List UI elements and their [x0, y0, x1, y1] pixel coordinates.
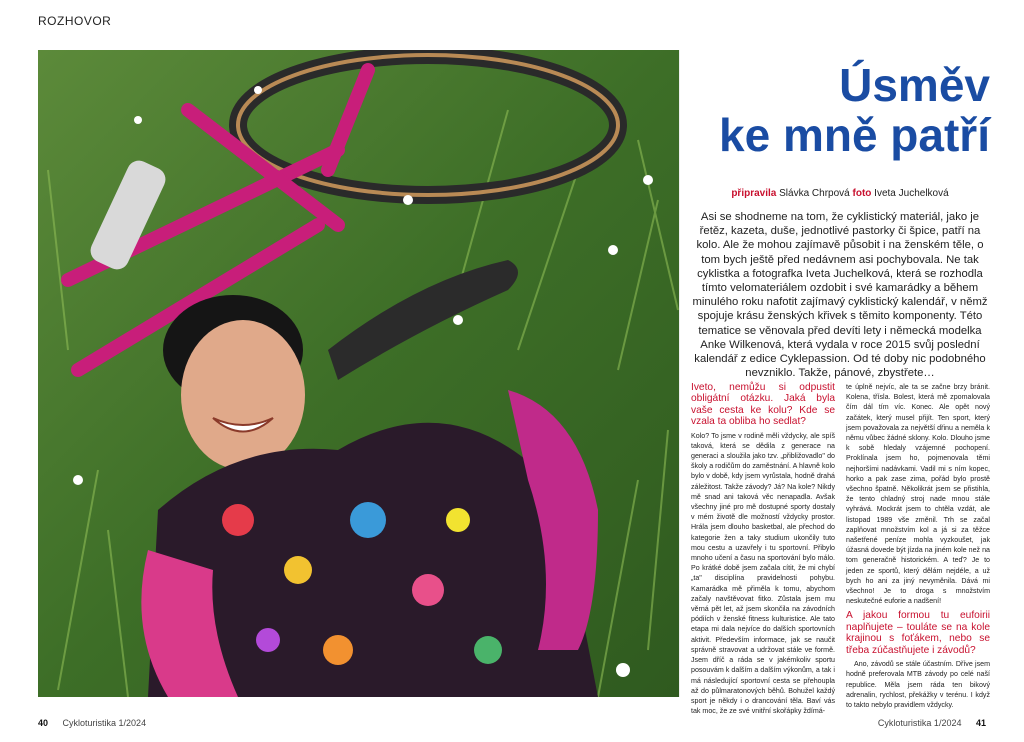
footer-left [38, 718, 146, 728]
section-label: ROZHOVOR [38, 14, 112, 28]
magazine-issue-left: Cykloturistika 1/2024 [62, 718, 147, 728]
credit-prep-label: připravila [731, 188, 777, 199]
credit-prep-name: Slávka Chrpová [779, 188, 850, 199]
title-line-2: ke mně patří [719, 109, 990, 161]
page-number-left: 40 [38, 718, 49, 728]
credit-photo-name: Iveta Juchelková [874, 188, 949, 199]
question-1: Iveto, nemůžu si odpustit obligátní otázku. Jaká byla vaše cesta ke kolu? Kde se vzala ta obliba ho sedlat? [691, 382, 835, 428]
question-2: A jakou formou tu eufoirii naplňujete – touláte se na kole krajinou s foťákem, nebo se třeba zúčastňujete i závodů? [846, 610, 990, 656]
body-column-1 [691, 382, 835, 720]
article-credits [690, 188, 990, 199]
lead-paragraph: Asi se shodneme na tom, že cyklistický materiál, jako je řetěz, kazeta, duše, jednotlivé pastorky či špice, patří na kolo. Ale že mohou zajímavě působit i na ženském těle, o tom bych ještě před nedávnem asi pochybovala. Ne tak cyklistka a fotografka Iveta Juchelková, která se rozhodla tímto velomateriálem ozdobit i své kamarádky a během minulého roku nafotit zajímavý cyklistický kalendář, v němž spojuje krásu ženských křivek s těmito komponenty. Této tematice se věnovala před devíti lety i německá modelka Anke Wilkenová, která vydala v roce 2015 svůj poslední kalendář z edice Cyklepassion. Od té doby nic podobného nevzniklo. Takže, pánové, zbystřete… [692, 211, 988, 380]
cover-photo [38, 50, 679, 697]
title-line-1: Úsměv [839, 59, 990, 111]
answer-1: Kolo? To jsme v rodině měli vždycky, ale spíš taková, která se dědila z generace na generaci a sloužila jako tzv. „přibližovadlo" do školy a rodičům do zaměstnání. A hlavně kolo bylo v době, kdy jsem vyrůstala, hodně drahá záležitost. Takže závody? Já? Na kole? Nikdy mě snad ani taková věc nenapadla. Avšak všechny jiné pro mě dostupné sporty dostaly v mém životě dle možností vždycky prostor. Hrála jsem dlouho basketbal, ale přechod do kategorie žen a taky studium ukončily tuto mou cestu a uzavřely i tu sportovní. Přibylo mnoho učení a času na sportování bylo málo. Po krátké době jsem začala cítit, že mi chybí „ta" disciplína pravidelnosti pohybu. Kamarádka mě přiměla k tomu, abychom začaly navštěvovat fitko. Zůstala jsem mu věrná pět let, až jsem skončila na závodních pódiích v ženské fitness kulturistice. Ale tato etapa mi dala nejvíce do dalších sportovních aktivit. Především informace, jak se naučit správně stravovat a udržovat stále ve formě. Jsem dříč a ráda se v jakémkoliv sportu posouvám k dalším a dalším výkonům, a tak i má následující sportovní cesta se přehoupla až do půlmaratonových běhů. Bohužel každý sport je někdy i o drancování těla. Baví vás tak moc, že ze své vnitřní skořápky ždímá- [691, 431, 835, 716]
page-gutter [679, 50, 680, 697]
magazine-issue-right: Cykloturistika 1/2024 [877, 718, 962, 728]
answer-2: Ano, závodů se stále účastním. Dříve jsem hodně preferovala MTB závody po celé naší republice. Měla jsem ráda ten bikový adrenalin, rychlost, překážky v terénu. I když to takto nebylo pravidlem vždycky. [846, 660, 990, 709]
answer-1-continued: te úplně nejvíc, ale ta se začne brzy bránit. Kolena, třísla. Bolest, která mě zpomalovala čím dál tím víc. Konec. Ale opět nový začátek, který musel přijít. Ten sport, který jsem považovala za největší dřinu a neměla k němu vůbec žádné sklony. Kolo. Dlouho jsme k sobě hledaly vzájemné pochopení. Proklínala jsem ho, pojmenovala těmi nejhoršími nadávkami. Vadil mi s ním kopec, horko a pak zase zima, pořád bylo prostě všechno špatně. Několikrát jsem se přistihla, že tento chladný stroj nade mnou stále vyhrává. Mockrát jsem to chtěla vzdát, ale listopad 1989 vše změnil. Trh se začal zaplňovat množstvím kol a já si za těžce našetřené peníze mohla vyzkoušet, jak úžasná dovede být jízda na jiném kole než na tom generačně historickém. A teď? Je to jeden ze sportů, který dělám nejdéle, a už bych ho ani za jiný nevyměnila. Dává mi všechno! Je to droga s množstvím neskutečné euforie a nadšení! [846, 383, 990, 606]
footer-right [878, 718, 986, 728]
page-number-right: 41 [975, 718, 986, 728]
credit-photo-label: foto [852, 188, 872, 199]
body-column-2 [846, 382, 990, 714]
article-title [690, 60, 990, 160]
